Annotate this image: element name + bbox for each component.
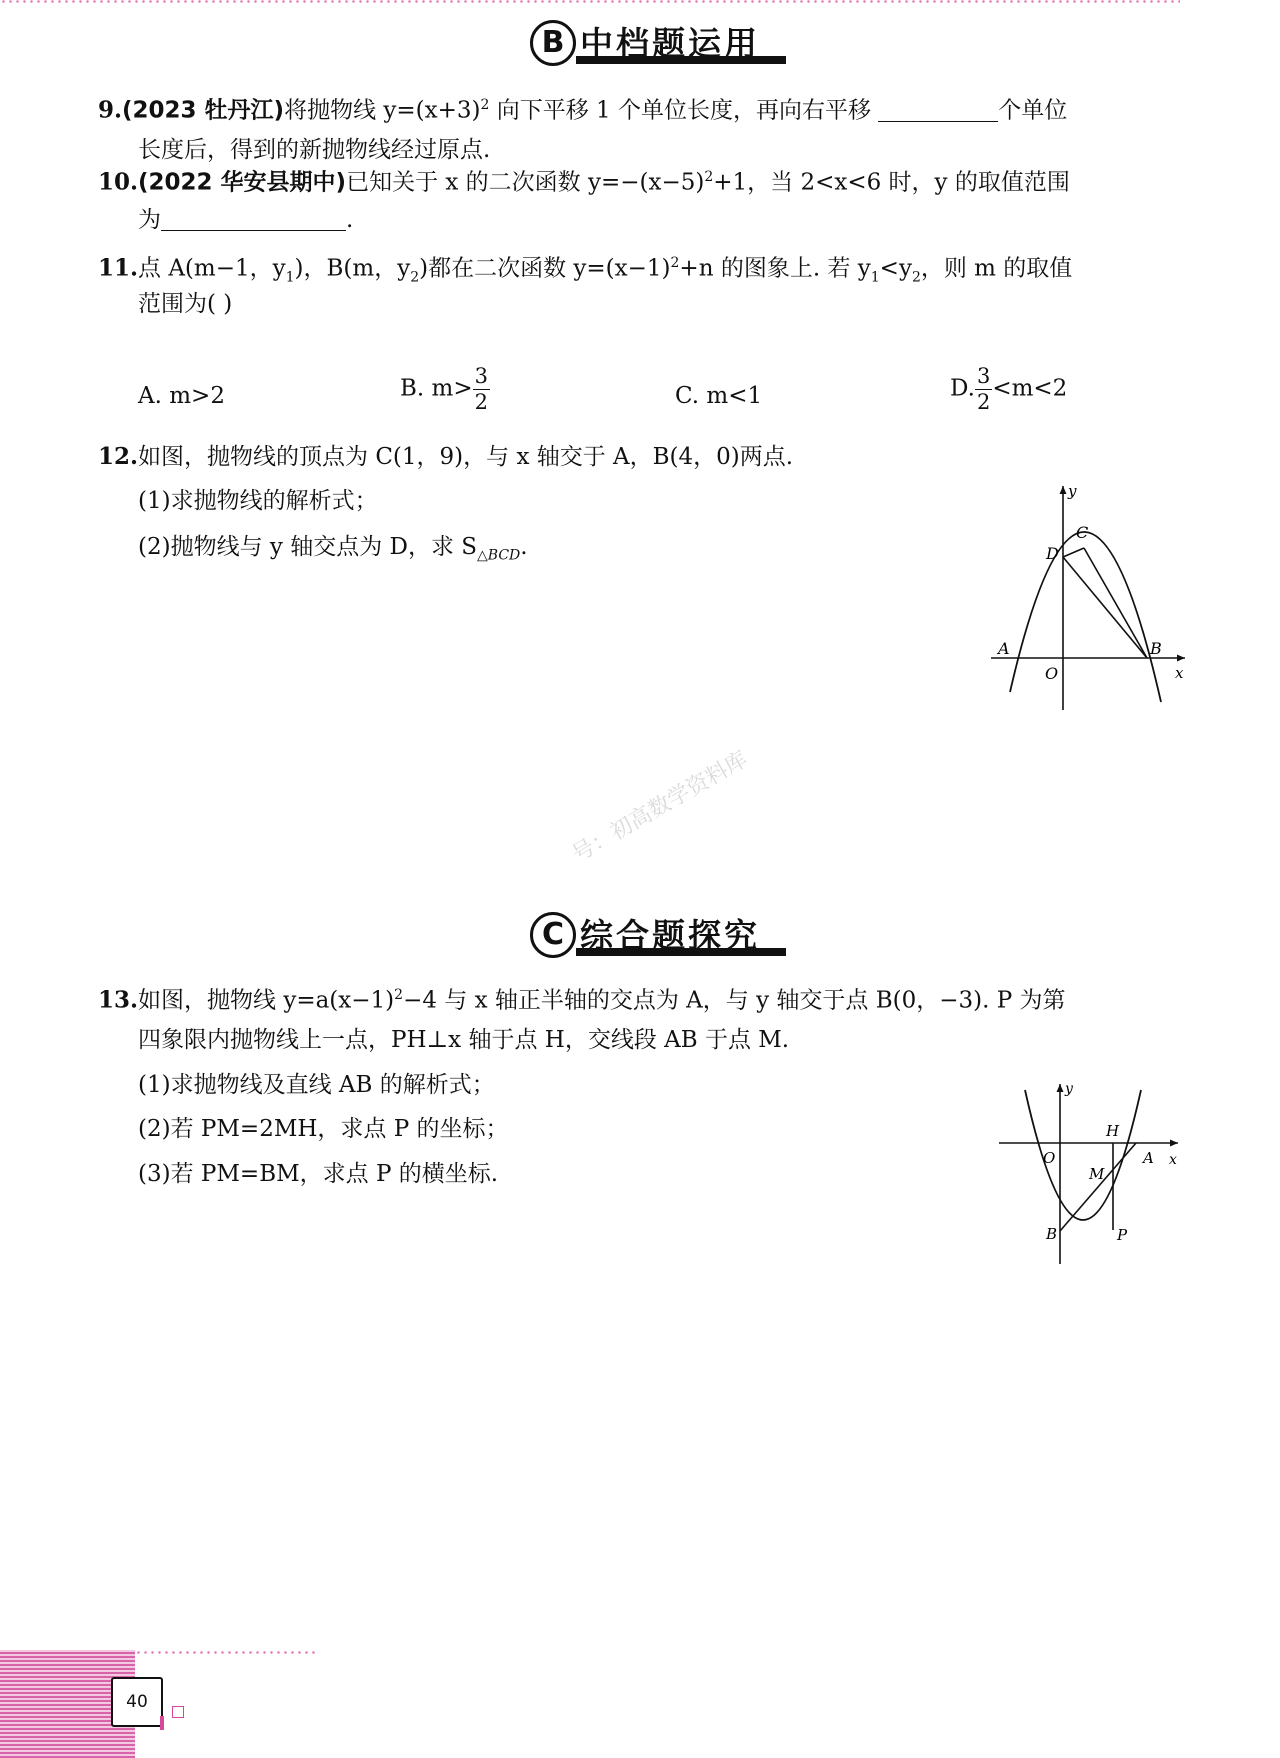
top-dotted-border [0,0,1180,3]
footer-pink-bar [160,1716,164,1730]
q12-label-a: A [998,639,1010,658]
q13-label-x: x [1169,1152,1177,1168]
q10-line2: 为 . [138,197,353,243]
q13-label-y: y [1065,1081,1073,1097]
q13-x-arrow-icon [1170,1140,1178,1147]
footer-dotted-border [135,1651,315,1654]
q12-segment-cb [1084,548,1147,658]
q13-label-b: B [1046,1225,1058,1243]
q12-y-arrow-icon [1060,486,1067,494]
section-c-badge: C [530,912,576,958]
q13-y-arrow-icon [1057,1084,1064,1092]
q11-option-b-fraction: $\frac{3}{2}$ [474,364,488,414]
section-c-header [530,908,800,960]
q12-number: 12. [98,443,139,470]
q10-number: 10. [98,168,139,196]
q13-part2: (2)若 PM=2MH，求点 P 的坐标； [138,1116,509,1142]
footer-square-icon [172,1706,184,1718]
q12-segment-dc [1063,548,1084,557]
q12-label-o: O [1045,664,1059,683]
q13-label-p: P [1117,1226,1128,1244]
q13-line1: 13.如图，抛物线 $y=a(x-1)^2-4$ 与 x 轴正半轴的交点为 A，与 y 轴交于点 B(0，−3). P 为第 [98,986,1066,1014]
q13-line2: 四象限内抛物线上一点，PH⊥x 轴于点 H，交线段 AB 于点 M. [138,1027,790,1053]
q13-segment-ab [1060,1143,1136,1231]
q13-label-a: A [1143,1149,1154,1167]
q11-option-d[interactable]: D. $\frac{3}{2}$ <m<2 [950,364,1068,414]
section-c-title: 综合题探究 [580,916,760,955]
q12-label-c: C [1076,523,1089,542]
q9-source: (2023 牡丹江) [122,97,285,124]
section-b-title: 中档题运用 [580,24,760,63]
q13-part3: (3)若 PM=BM，求点 P 的横坐标. [138,1161,499,1187]
q11-option-a[interactable]: A. m>2 [138,383,225,409]
q12-x-arrow-icon [1177,655,1185,662]
q12-label-d: D [1046,544,1059,563]
q12-label-x: x [1175,664,1184,682]
page-number: 40 [111,1677,163,1727]
q10-source: (2022 华安县期中) [138,169,347,196]
q12-parabola [1010,532,1161,702]
watermark: 号：初高数学资料库 [568,746,753,868]
q11-option-c[interactable]: C. m<1 [675,383,763,409]
q12-label-b: B [1150,639,1162,658]
q12-line1: 12.如图，抛物线的顶点为 C(1，9)，与 x 轴交于 A，B(4，0)两点. [98,443,794,470]
q11-option-b[interactable]: B. m> $\frac{3}{2}$ [400,364,488,414]
q12-figure [975,482,1190,721]
section-b-header [530,16,800,68]
q13-number: 13. [98,986,139,1014]
q9-answer-blank[interactable] [878,95,998,122]
q12-part2: (2)抛物线与 y 轴交点为 D，求 $S_{\triangle BCD}$. [138,534,528,564]
q9-line2: 长度后，得到的新抛物线经过原点. [138,137,491,163]
q13-figure [995,1080,1185,1274]
q13-label-h: H [1106,1122,1120,1140]
q9-number: 9. [98,96,123,124]
q12-label-y: y [1068,482,1077,500]
q10-line1: 10.(2022 华安县期中)已知关于 x 的二次函数 $y=-(x-5)^2+1$，当 2<x<6 时，y 的取值范围 [98,168,1070,196]
q11-line1: 11.点 A(m−1，$y_1$)，B(m，$y_2$)都在二次函数 $y=(x-1)^2+n$ 的图象上. 若 $y_1<y_2$，则 m 的取值 [98,254,1073,286]
q13-label-m: M [1089,1165,1105,1183]
q11-option-d-fraction: $\frac{3}{2}$ [976,364,991,414]
section-b-badge: B [530,20,576,66]
q9-line1: 9.(2023 牡丹江)将抛物线 $y=(x+3)^2$ 向下平移 1 个单位长度，再向右平移 个单位 [98,96,1068,124]
q13-part1: (1)求抛物线及直线 AB 的解析式； [138,1072,495,1098]
q11-number: 11. [98,254,139,282]
q12-part1: (1)求抛物线的解析式； [138,488,378,514]
q13-label-o: O [1043,1149,1056,1167]
q10-answer-blank[interactable] [161,204,346,231]
q11-line2: 范围为( ) [138,291,233,317]
